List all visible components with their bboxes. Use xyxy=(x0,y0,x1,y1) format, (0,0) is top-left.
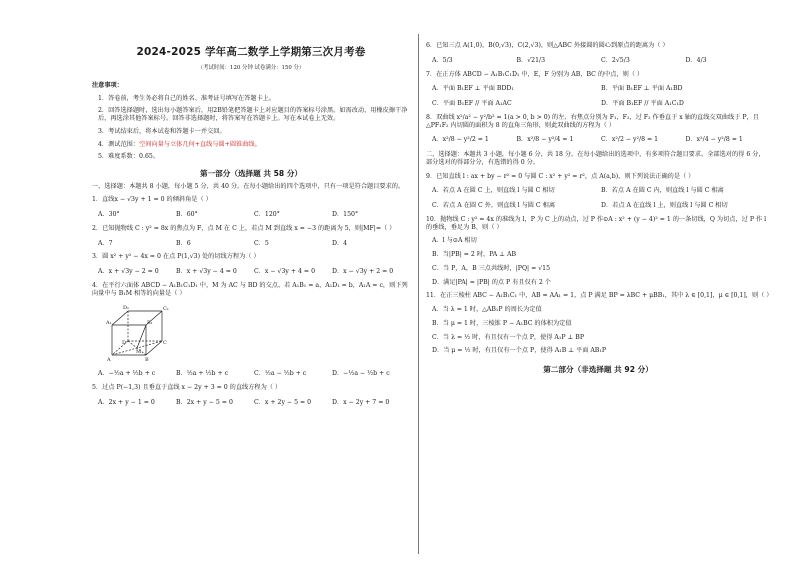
part1b-intro: 二、选择题：本题共 3 小题，每小题 6 分，共 18 分。在每小题给出的选项中，有多项符合题目要求。全部选对的得 6 分，部分选对的得部分分，有选错的得 0 分。 xyxy=(426,151,765,166)
option-a: A．当 λ = 1 时，△AB₁P 的周长为定值 xyxy=(432,306,542,313)
option-b: B．60° xyxy=(176,211,198,219)
question-stem: 10．抛物线 C : y² = 4x 的准线为 l，P 为 C 上的动点，过 P 作⊙A : x² + (y − 4)² = 1 的一条切线，Q 为切点，过 P 作 l 的垂线，垂足为 B，则（ ） xyxy=(426,215,767,231)
column-divider xyxy=(418,34,419,554)
question-stem: 3．圆 x² + y² − 4x = 0 在点 P(1,√3) 处的切线方程为（ ） xyxy=(92,253,260,261)
options-row xyxy=(92,211,410,219)
right-column xyxy=(426,34,773,378)
figure-label: D₁ xyxy=(123,305,130,312)
notice-scope-red: 空间向量与立体几何+直线与圆+圆锥曲线。 xyxy=(139,140,261,148)
notice-item: 2．回答选择题时，选出每小题答案后，用2B铅笔把答题卡上对应题目的答案标号涂黑。如需改动，用橡皮擦干净后，再选涂其他答案标号。回答非选择题时，将答案写在答题卡上。写在本试卷上无效。 xyxy=(98,107,408,123)
question-3 xyxy=(92,253,410,276)
option-b: B．当 μ = 1 时，三棱锥 P − A₁BC 的体积为定值 xyxy=(432,319,572,327)
question-stem: 6．已知三点 A(1,0)，B(0,√3)，C(2,√3)，则△ABC 外接圆的圆心到原点的距离为（ ） xyxy=(426,42,669,49)
option-c: C．x − √3y + 4 = 0 xyxy=(254,268,316,276)
option-d: D．x − 2y + 7 = 0 xyxy=(332,398,390,406)
question-2 xyxy=(92,225,410,248)
question-stem: 4．在平行六面体 ABCD − A₁B₁C₁D₁ 中，M 为 AC 与 BD 的交点，若 A₁B₁ = a，A₁D₁ = b，A₁A = c，则下列向量中与 B₁M 相等的向量是（ ） xyxy=(92,281,408,297)
figure-label: M xyxy=(136,349,142,356)
option-b: B．x + √3y − 4 = 0 xyxy=(176,268,237,276)
notice-item: 5．难度系数：0.65。 xyxy=(98,153,160,161)
question-5 xyxy=(92,384,410,407)
question-stem: 1．直线x − √3y + 1 = 0 的倾斜角是（ ） xyxy=(92,196,212,204)
figure-label: C₁ xyxy=(163,306,169,313)
option-c: C．当 λ = ½ 时，有且仅有一个点 P，使得 A₁P ⊥ BP xyxy=(432,333,585,341)
option-b: B．½a + ½b + c xyxy=(176,370,229,378)
question-9 xyxy=(426,173,770,210)
option-b: B．若点 A 在圆 C 内，则直线 l 与圆 C 相离 xyxy=(601,187,724,195)
option-d: D．−½a − ½b + c xyxy=(332,370,390,378)
question-stem: 9．已知直线 l : ax + by − r² = 0 与圆 C : x² + y² = r²，点 A(a,b)，则下列说法正确的是（ ） xyxy=(426,172,695,180)
option-d: D．平面 B₁EF // 平面 A₁C₁D xyxy=(601,100,684,107)
option-c: C．x²/2 − y²/8 = 1 xyxy=(601,136,659,144)
option-d: D．4 xyxy=(332,239,348,247)
question-11 xyxy=(426,292,773,355)
question-stem: 7．在正方体 ABCD − A₁B₁C₁D₁ 中，E，F 分别为 AB，BC 的中点，则（ ） xyxy=(426,70,644,78)
option-b: B．2x + y − 5 = 0 xyxy=(176,398,233,406)
options-row xyxy=(426,85,770,93)
option-d: D．若点 A 在直线 l 上，则直线 l 与圆 C 相切 xyxy=(601,202,728,209)
options-row xyxy=(426,136,770,144)
option-a: A．x + √3y − 2 = 0 xyxy=(98,268,159,276)
question-10 xyxy=(426,216,770,287)
question-stem: 8．双曲线 x²/a² − y²/b² = 1(a > 0, b > 0) 的左、右焦点分别为 F₁，F₂，过 F₂ 作垂直于 x 轴的直线交双曲线于 P，且△PF₁F₂ 内切圆的面积为 8 的直角三角形，则此双曲线的方程为（ ） xyxy=(426,113,759,129)
options-row xyxy=(426,187,770,195)
parallelepiped-diagram xyxy=(106,303,176,363)
part2-heading: 第二部分（非选择题 共 92 分） xyxy=(543,365,653,374)
figure-label: B xyxy=(145,357,149,364)
option-b: B．x²/8 − y²/4 = 1 xyxy=(516,136,574,144)
notice-block xyxy=(92,82,410,161)
question-stem: 11．在正三棱柱 ABC − A₁B₁C₁ 中，AB = AA₁ = 1，点 P 满足 BP = λBC + μBB₁，其中 λ ∈ [0,1]，μ ∈ [0,1]，则（ ） xyxy=(426,292,773,300)
option-b: B．6 xyxy=(176,239,191,247)
notice-scope-label: 4．测试范围： xyxy=(98,140,140,148)
option-a: A．−½a + ½b + c xyxy=(98,370,156,378)
figure-label: B₁ xyxy=(147,320,153,327)
options-row xyxy=(426,100,770,108)
question-stem: 5．过点 P(−1,3) 且垂直于直线 x − 2y + 3 = 0 的直线方程为（ ） xyxy=(92,384,282,392)
part1-intro: 一、选择题：本题共 8 小题，每小题 5 分，共 40 分。在每小题给出的四个选项中，只有一项是符合题目要求的。 xyxy=(92,182,405,190)
option-c: C．当 P，A，B 三点共线时，|PQ| = √15 xyxy=(432,264,551,272)
option-a: A．若点 A 在圆 C 上，则直线 l 与圆 C 相切 xyxy=(432,187,555,195)
option-c: C．½a − ½b + c xyxy=(254,370,307,378)
option-c: C．若点 A 在圆 C 外，则直线 l 与圆 C 相离 xyxy=(432,202,556,209)
question-4 xyxy=(92,282,410,378)
option-d: D．x²/4 − y²/8 = 1 xyxy=(685,136,743,144)
exam-subtitle: （考试时间：120 分钟 试卷满分：150 分） xyxy=(197,65,305,72)
options-row xyxy=(92,370,410,378)
notice-item xyxy=(92,141,410,149)
option-d: D．4/3 xyxy=(685,56,707,64)
options-row xyxy=(92,399,410,407)
option-c: C．x + 2y − 5 = 0 xyxy=(254,398,312,406)
options-row xyxy=(92,240,410,248)
option-c: C．平面 B₁EF // 平面 A₁AC xyxy=(432,100,512,107)
notice-heading: 注意事项： xyxy=(92,81,123,89)
option-a: A．7 xyxy=(98,239,113,247)
option-a: A．30° xyxy=(98,211,120,219)
option-d: D．150° xyxy=(332,211,359,219)
question-6 xyxy=(426,42,770,65)
option-a: A．2x + y − 1 = 0 xyxy=(98,398,155,406)
parallelepiped-figure xyxy=(106,303,176,363)
option-b: B．平面 B₁EF ⊥ 平面 A₁BD xyxy=(601,85,683,93)
question-7 xyxy=(426,71,770,108)
option-a: A．l 与⊙A 相切 xyxy=(432,237,477,245)
option-a: A．x²/8 − y²/2 = 1 xyxy=(432,136,489,144)
options-row xyxy=(92,268,410,276)
option-c: C．120° xyxy=(254,211,280,219)
option-b: B．√21/3 xyxy=(516,56,546,64)
option-d: D．当 μ = ½ 时，有且仅有一个点 P，使得 A₁B ⊥ 平面 AB₁P xyxy=(432,347,607,355)
option-b: B．当|PB| = 2 时，PA ⊥ AB xyxy=(432,251,517,258)
options-row xyxy=(426,202,770,210)
option-a: A．5/3 xyxy=(432,56,453,64)
figure-label: A xyxy=(107,357,111,364)
option-c: C．5 xyxy=(254,239,269,247)
left-column xyxy=(92,34,410,407)
notice-item: 3．考试结束后，将本试卷和答题卡一并交回。 xyxy=(98,127,226,135)
question-8 xyxy=(426,114,770,144)
figure-label: D xyxy=(122,340,127,347)
figure-label: C xyxy=(163,340,167,347)
option-d: D．x − √3y + 2 = 0 xyxy=(332,268,394,276)
options-row xyxy=(426,57,770,65)
question-stem: 2．已知抛物线 C : y² = 8x 的焦点为 F，点 M 在 C 上，若点 M 到直线 x = −3 的距离为 5，则|MF|=（ ） xyxy=(92,224,396,232)
figure-label: A₁ xyxy=(106,320,112,327)
exam-title: 2024-2025 学年高二数学上学期第三次月考卷 xyxy=(136,46,366,58)
question-1 xyxy=(92,196,410,219)
option-a: A．平面 B₁EF ⊥ 平面 BDD₁ xyxy=(432,85,514,93)
part1-heading: 第一部分（选择题 共 58 分） xyxy=(199,169,303,179)
option-d: D．满足|PA| = |PB| 的点 P 有且仅有 2 个 xyxy=(432,278,551,286)
notice-item: 1．答卷前，考生务必将自己的姓名、准考证号填写在答题卡上。 xyxy=(98,94,276,102)
option-c: C．2√5/3 xyxy=(601,56,630,64)
